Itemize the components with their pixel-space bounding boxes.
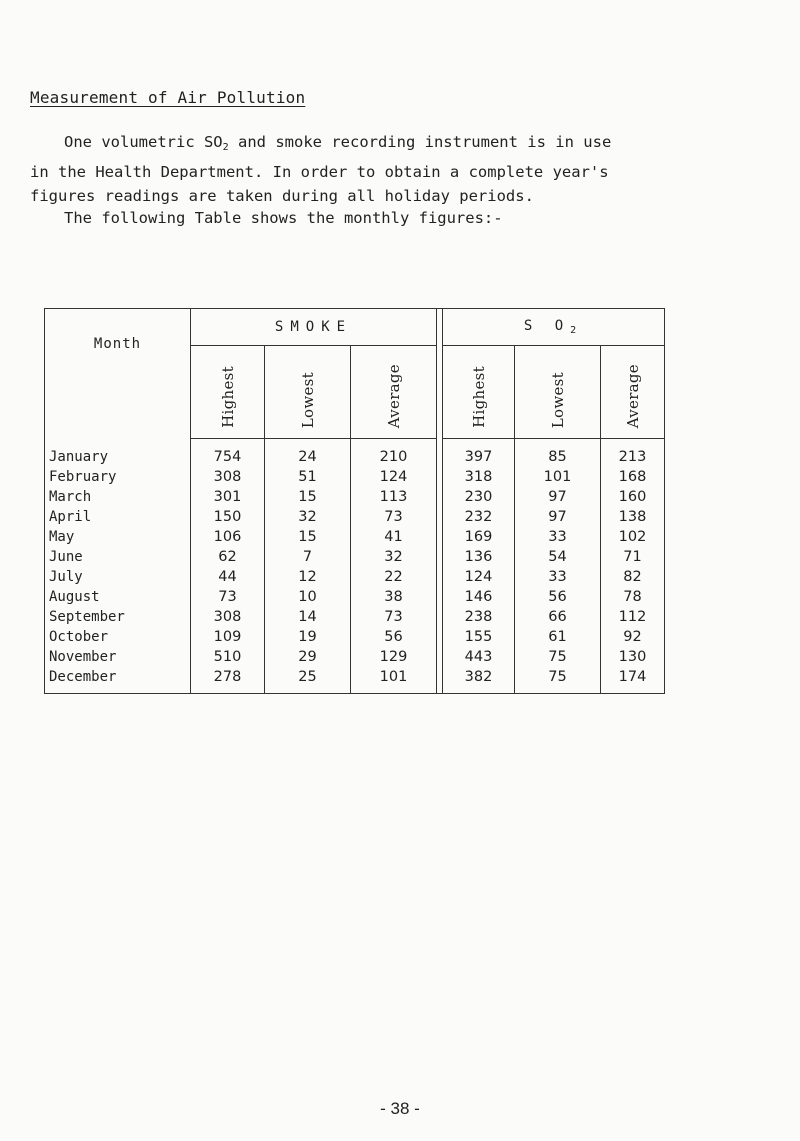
so2-low-cell: 85 — [515, 439, 601, 468]
month-cell: March — [45, 487, 191, 507]
month-cell: October — [45, 627, 191, 647]
so2-avg-cell: 138 — [601, 507, 665, 527]
so2-avg-cell: 160 — [601, 487, 665, 507]
table-row — [45, 647, 665, 667]
smoke-high-cell: 301 — [191, 487, 265, 507]
monthly-pollution-table — [44, 308, 665, 694]
smoke-avg-cell: 73 — [351, 607, 437, 627]
smoke-low-cell: 25 — [265, 667, 351, 694]
smoke-high-cell: 62 — [191, 547, 265, 567]
table-row — [45, 507, 665, 527]
so2-low-cell: 75 — [515, 647, 601, 667]
month-cell: January — [45, 439, 191, 468]
smoke-avg-cell: 32 — [351, 547, 437, 567]
intro-text-start: One volumetric SO — [64, 133, 223, 151]
so2-group-header: S $O_2$ — [443, 309, 665, 346]
so2-lowest-header: Lowest — [515, 346, 601, 439]
so2-avg-cell: 130 — [601, 647, 665, 667]
table-row — [45, 607, 665, 627]
so2-low-cell: 54 — [515, 547, 601, 567]
smoke-low-cell: 10 — [265, 587, 351, 607]
smoke-low-cell: 24 — [265, 439, 351, 468]
so2-average-header: Average — [601, 346, 665, 439]
month-cell: February — [45, 467, 191, 487]
month-cell: November — [45, 647, 191, 667]
table-row — [45, 487, 665, 507]
smoke-low-cell: 15 — [265, 487, 351, 507]
so2-low-cell: 56 — [515, 587, 601, 607]
so2-high-cell: 169 — [443, 527, 515, 547]
smoke-high-cell: 106 — [191, 527, 265, 547]
so2-high-cell: 318 — [443, 467, 515, 487]
table-row — [45, 439, 665, 468]
smoke-low-cell: 32 — [265, 507, 351, 527]
page-heading: Measurement of Air Pollution — [30, 88, 306, 107]
smoke-high-cell: 278 — [191, 667, 265, 694]
smoke-avg-cell: 56 — [351, 627, 437, 647]
table-row — [45, 627, 665, 647]
smoke-avg-cell: 41 — [351, 527, 437, 547]
smoke-avg-cell: 124 — [351, 467, 437, 487]
intro-paragraph — [30, 130, 611, 208]
so2-high-cell: 136 — [443, 547, 515, 567]
smoke-low-cell: 12 — [265, 567, 351, 587]
so2-avg-cell: 174 — [601, 667, 665, 694]
table-intro-paragraph: The following Table shows the monthly figures:- — [64, 209, 503, 227]
so2-avg-cell: 213 — [601, 439, 665, 468]
month-cell: August — [45, 587, 191, 607]
so2-high-cell: 397 — [443, 439, 515, 468]
smoke-high-cell: 754 — [191, 439, 265, 468]
so2-low-cell: 61 — [515, 627, 601, 647]
intro-text-end: and smoke recording instrument is in use — [228, 133, 612, 151]
smoke-high-cell: 109 — [191, 627, 265, 647]
month-cell: May — [45, 527, 191, 547]
smoke-high-cell: 308 — [191, 467, 265, 487]
smoke-average-header: Average — [351, 346, 437, 439]
smoke-avg-cell: 73 — [351, 507, 437, 527]
page-number: - 38 - — [380, 1099, 420, 1118]
smoke-lowest-header: Lowest — [265, 346, 351, 439]
month-cell: September — [45, 607, 191, 627]
month-cell: December — [45, 667, 191, 694]
so2-subscript: 2 — [222, 142, 229, 153]
so2-avg-cell: 92 — [601, 627, 665, 647]
smoke-high-cell: 44 — [191, 567, 265, 587]
so2-avg-cell: 168 — [601, 467, 665, 487]
smoke-avg-cell: 210 — [351, 439, 437, 468]
so2-low-cell: 97 — [515, 487, 601, 507]
smoke-low-cell: 15 — [265, 527, 351, 547]
smoke-low-cell: 51 — [265, 467, 351, 487]
so2-avg-cell: 82 — [601, 567, 665, 587]
so2-low-cell: 75 — [515, 667, 601, 694]
table-row — [45, 667, 665, 694]
smoke-high-cell: 73 — [191, 587, 265, 607]
month-column-header: Month — [45, 309, 191, 439]
so2-low-cell: 33 — [515, 527, 601, 547]
smoke-low-cell: 29 — [265, 647, 351, 667]
so2-high-cell: 382 — [443, 667, 515, 694]
smoke-avg-cell: 113 — [351, 487, 437, 507]
smoke-low-cell: 19 — [265, 627, 351, 647]
so2-avg-cell: 71 — [601, 547, 665, 567]
so2-high-cell: 230 — [443, 487, 515, 507]
so2-high-cell: 124 — [443, 567, 515, 587]
smoke-high-cell: 150 — [191, 507, 265, 527]
intro-line-2: in the Health Department. In order to obtain a complete year's — [30, 163, 609, 181]
so2-high-cell: 443 — [443, 647, 515, 667]
so2-avg-cell: 78 — [601, 587, 665, 607]
smoke-group-header: SMOKE — [191, 309, 437, 346]
smoke-avg-cell: 101 — [351, 667, 437, 694]
month-cell: June — [45, 547, 191, 567]
so2-avg-cell: 102 — [601, 527, 665, 547]
smoke-avg-cell: 129 — [351, 647, 437, 667]
so2-high-cell: 232 — [443, 507, 515, 527]
intro-line-1 — [30, 130, 611, 160]
so2-low-cell: 97 — [515, 507, 601, 527]
month-cell: April — [45, 507, 191, 527]
table-row — [45, 587, 665, 607]
table-row — [45, 547, 665, 567]
so2-low-cell: 66 — [515, 607, 601, 627]
smoke-avg-cell: 38 — [351, 587, 437, 607]
smoke-high-cell: 308 — [191, 607, 265, 627]
smoke-low-cell: 14 — [265, 607, 351, 627]
month-cell: July — [45, 567, 191, 587]
table-body — [45, 439, 665, 694]
so2-high-cell: 238 — [443, 607, 515, 627]
so2-highest-header: Highest — [443, 346, 515, 439]
table-row — [45, 527, 665, 547]
so2-low-cell: 101 — [515, 467, 601, 487]
smoke-high-cell: 510 — [191, 647, 265, 667]
so2-low-cell: 33 — [515, 567, 601, 587]
smoke-low-cell: 7 — [265, 547, 351, 567]
table-row — [45, 467, 665, 487]
table-row — [45, 567, 665, 587]
intro-line-3: figures readings are taken during all holiday periods. — [30, 187, 534, 205]
smoke-highest-header: Highest — [191, 346, 265, 439]
so2-avg-cell: 112 — [601, 607, 665, 627]
smoke-avg-cell: 22 — [351, 567, 437, 587]
so2-high-cell: 146 — [443, 587, 515, 607]
so2-high-cell: 155 — [443, 627, 515, 647]
